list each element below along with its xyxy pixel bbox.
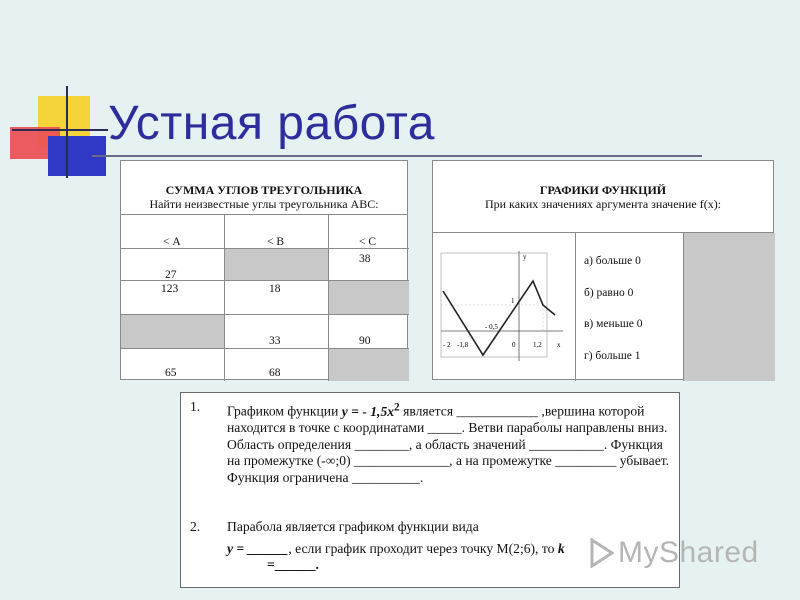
task-text-part: является ____________ ,вершина которой находится в точке с координатами _____. Ветви параболы направлены вниз. Область определения ________, а область значений ___________. Функция на промежутке (-∞;0) ______________, а на промежутке _________ убывает. Функция ограничена __________. bbox=[227, 403, 670, 485]
graphs-table-header bbox=[433, 161, 773, 233]
logo-vertical-line bbox=[66, 86, 68, 178]
title-underline bbox=[92, 155, 702, 157]
logo-horizontal-line bbox=[12, 129, 108, 131]
task-text-line: Парабола является графиком функции вида bbox=[227, 519, 479, 534]
task-number: 1. bbox=[190, 399, 201, 414]
table-cell bbox=[329, 249, 409, 281]
graph-label-zero: 0 bbox=[512, 341, 516, 349]
col-header-a bbox=[121, 215, 225, 249]
triangle-table-subheading: Найти неизвестные углы треугольника АВС: bbox=[149, 197, 379, 211]
function-graph-cell bbox=[433, 233, 576, 381]
cell-value: 33 bbox=[269, 335, 281, 347]
col-header-b bbox=[225, 215, 329, 249]
graphs-table-heading: ГРАФИКИ ФУНКЦИЙ bbox=[539, 183, 667, 197]
table-cell bbox=[121, 281, 225, 315]
cell-value: 18 bbox=[269, 283, 281, 295]
table-cell-shaded bbox=[329, 349, 409, 381]
function-graphs-table bbox=[432, 160, 774, 380]
slide-title: Устная работа bbox=[108, 97, 435, 150]
function-graph bbox=[433, 233, 576, 381]
cell-value: 123 bbox=[161, 283, 179, 295]
col-header-c bbox=[329, 215, 409, 249]
triangle-table-header bbox=[121, 161, 407, 215]
watermark: MyShared bbox=[618, 536, 759, 569]
cell-value: 38 bbox=[359, 253, 371, 265]
cell-value: 27 bbox=[165, 269, 177, 281]
task-text-part: , если график проходит через точку М(2;6), то bbox=[288, 540, 558, 556]
col-header-b-label: < В bbox=[267, 236, 285, 248]
table-cell bbox=[121, 349, 225, 381]
graphs-table-subheading: При каких значениях аргумента значение f(x): bbox=[484, 197, 722, 211]
graph-label-xm2: - 2 bbox=[443, 341, 451, 349]
task-formula: у = ______ bbox=[227, 540, 289, 556]
options-list bbox=[576, 233, 684, 381]
task-variable-k: k bbox=[557, 540, 565, 556]
option-item: а) больше 0 bbox=[584, 255, 641, 267]
cell-value: 65 bbox=[165, 367, 177, 379]
triangle-table-heading: СУММА УГЛОВ ТРЕУГОЛЬНИКА bbox=[165, 183, 363, 197]
table-cell-shaded bbox=[225, 249, 329, 281]
answer-cell-shaded bbox=[684, 233, 775, 381]
graph-label-x: x bbox=[557, 341, 561, 349]
table-cell bbox=[225, 349, 329, 381]
table-cell bbox=[121, 249, 225, 281]
triangle-angles-table bbox=[120, 160, 408, 380]
table-cell bbox=[329, 315, 409, 349]
graph-label-neg05: - 0,5 bbox=[485, 323, 498, 331]
graph-label-x12: 1,2 bbox=[533, 341, 542, 349]
graph-label-xm18: -1,8 bbox=[457, 341, 469, 349]
task-text bbox=[227, 399, 672, 486]
cell-value: 90 bbox=[359, 335, 371, 347]
graph-label-y: y bbox=[523, 253, 527, 261]
col-header-a-label: < А bbox=[163, 236, 181, 248]
table-cell bbox=[225, 315, 329, 349]
cell-value: 68 bbox=[269, 367, 281, 379]
option-item: б) равно 0 bbox=[584, 287, 634, 299]
table-cell-shaded bbox=[329, 281, 409, 315]
task-formula-exponent: 2 bbox=[394, 401, 400, 413]
option-item: в) меньше 0 bbox=[584, 318, 643, 330]
watermark-play-icon bbox=[590, 538, 614, 568]
table-cell bbox=[225, 281, 329, 315]
task-text-line: =______. bbox=[267, 557, 319, 572]
task-formula: у = - 1,5х bbox=[341, 403, 395, 419]
col-header-c-label: < С bbox=[359, 236, 377, 248]
task-number: 2. bbox=[190, 519, 201, 534]
task-text-part: Графиком функции bbox=[227, 403, 342, 419]
table-cell-shaded bbox=[121, 315, 225, 349]
option-item: г) больше 1 bbox=[584, 350, 641, 362]
graph-label-one: 1 bbox=[511, 297, 515, 305]
